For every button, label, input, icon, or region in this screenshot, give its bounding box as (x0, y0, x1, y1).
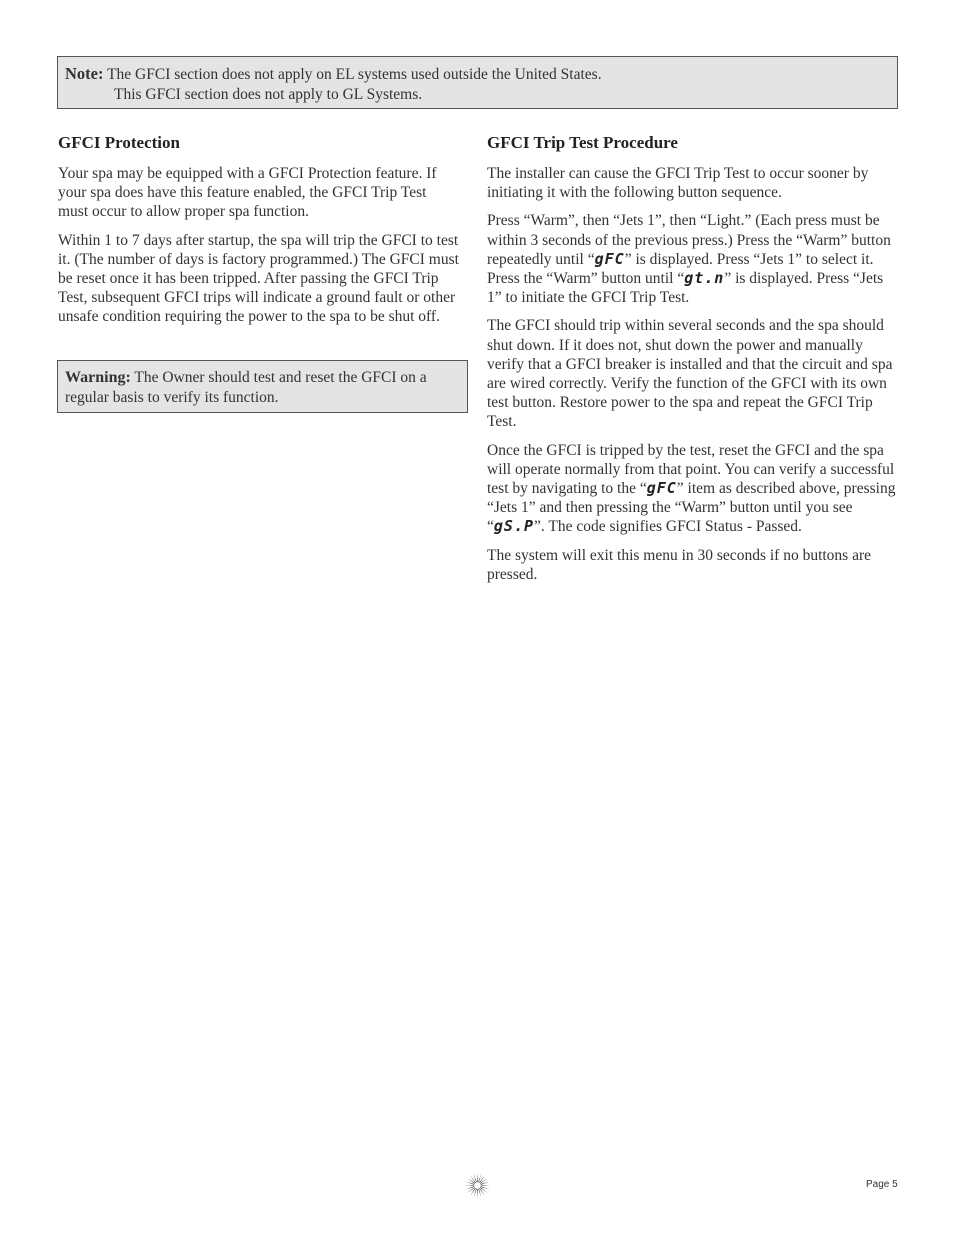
warning-text: The Owner should test and reset the GFCI on a regular basis to verify its function. (65, 369, 427, 406)
page-number: Page 5 (866, 1179, 898, 1190)
warning-box (57, 360, 468, 413)
note-box (57, 56, 898, 109)
trip-test-paragraph-2 (487, 211, 897, 307)
left-column (58, 132, 460, 336)
note-label: Note: (65, 64, 104, 83)
trip-test-paragraph-1: The installer can cause the GFCI Trip Test to occur sooner by initiating it with the following button sequence. (487, 165, 869, 202)
trip-test-heading: GFCI Trip Test Procedure (487, 133, 678, 152)
trip-test-p4-part-b: ” item as described above, pressing “Jets 1” and then pressing the “Warm” button until you see “ (487, 480, 896, 536)
note-line-2: This GFCI section does not apply to GL Systems. (114, 86, 423, 103)
note-text-1: The GFCI section does not apply on EL systems used outside the United States. (103, 66, 602, 83)
lcd-code-gsp: gS.P (493, 517, 535, 536)
trip-test-p4-part-c: ”. The code signifies GFCI Status - Passed. (534, 518, 802, 536)
warning-label: Warning: (65, 369, 131, 386)
trip-test-p2-part-a: Press “Warm”, then “Jets 1”, then “Light.” (Each press must be within 3 seconds of the previous press.) Press the “Warm” button repeatedly until “ (487, 212, 891, 268)
trip-test-p4-part-a: Once the GFCI is tripped by the test, reset the GFCI and the spa will operate normally from that point. You can verify a successful test by navigating to the “ (487, 441, 895, 498)
gfci-protection-heading: GFCI Protection (58, 133, 180, 152)
lcd-code-gtn: gt.n (684, 269, 725, 288)
lcd-code-gfc-2: gFC (646, 479, 677, 498)
note-line-1 (65, 64, 889, 85)
lcd-code-gfc: gFC (594, 249, 625, 268)
trip-test-p2-part-c: ” is displayed. Press “Jets 1” to initiate the GFCI Trip Test. (487, 270, 884, 307)
gfci-protection-paragraph-2: Within 1 to 7 days after startup, the spa will trip the GFCI to test it. (The number of days is factory programmed.) The GFCI must be reset once it has been tripped. After passing the GFCI Trip Test, subsequent GFCI trips will indicate a ground fault or other unsafe condition requiring the power to the spa to be shut off. (58, 231, 459, 326)
trip-test-p2-part-b: ” is displayed. Press “Jets 1” to select it. Press the “Warm” button until “ (487, 250, 874, 288)
gfci-protection-paragraph-1: Your spa may be equipped with a GFCI Protection feature. If your spa does have this feature enabled, the GFCI Trip Test must occur to allow proper spa function. (58, 165, 437, 221)
right-column (487, 132, 897, 593)
sunburst-logo-icon (464, 1172, 491, 1199)
trip-test-paragraph-4 (487, 441, 897, 537)
trip-test-paragraph-5: The system will exit this menu in 30 seconds if no buttons are pressed. (487, 546, 872, 583)
trip-test-paragraph-3: The GFCI should trip within several seconds and the spa should shut down. If it does not, shut down the power and manually verify that a GFCI breaker is installed and that the circuit and spa are wired correctly. Verify the function of the GFCI with its own test button. Restore power to the spa and repeat the GFCI Trip Test. (487, 317, 893, 431)
